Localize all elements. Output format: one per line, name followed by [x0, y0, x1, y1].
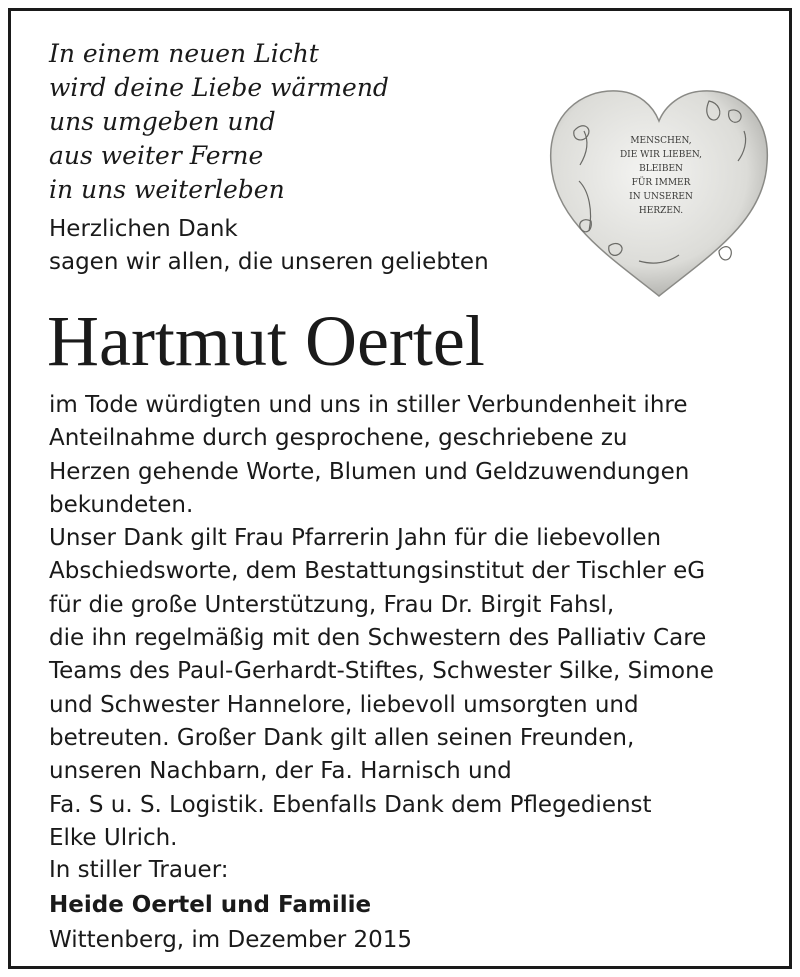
body-line: Teams des Paul-Gerhardt-Stiftes, Schwester Silke, Simone	[49, 658, 714, 685]
obituary-notice	[8, 8, 792, 969]
mourning-text: In stiller Trauer:	[49, 857, 229, 883]
heart-inscription-line: FÜR IMMER	[631, 178, 691, 188]
body-line: betreuten. Großer Dank gilt allen seinen Freunden,	[49, 724, 635, 751]
intro-line: sagen wir allen, die unseren geliebten	[49, 249, 489, 275]
body-line: Herzen gehende Worte, Blumen und Geldzuwendungen	[49, 458, 690, 485]
heart-inscription-line: BLEIBEN	[639, 164, 683, 174]
poem-line: wird deine Liebe wärmend	[49, 73, 389, 102]
poem-line: in uns weiterleben	[49, 175, 285, 204]
body-line: Fa. S u. S. Logistik. Ebenfalls Dank dem Pflegedienst	[49, 791, 652, 818]
place-date: Wittenberg, im Dezember 2015	[49, 927, 413, 953]
body-line: Anteilnahme durch gesprochene, geschriebene zu	[49, 425, 628, 452]
body-line: und Schwester Hannelore, liebevoll umsorgten und	[49, 691, 639, 718]
body-line: für die große Unterstützung, Frau Dr. Birgit Fahsl,	[49, 591, 615, 618]
body-line: Elke Ulrich.	[49, 824, 178, 851]
body-line: die ihn regelmäßig mit den Schwestern des Palliativ Care	[49, 625, 707, 652]
heart-inscription-line: HERZEN.	[638, 206, 684, 216]
poem-line: aus weiter Ferne	[49, 141, 264, 170]
family-signature: Heide Oertel und Familie	[49, 892, 372, 918]
poem-line: uns umgeben und	[49, 107, 276, 136]
stone-heart-image	[539, 71, 779, 309]
closing-block	[49, 853, 412, 958]
poem-line: In einem neuen Licht	[49, 39, 319, 68]
heart-inscription-line: DIE WIR LIEBEN,	[619, 150, 703, 160]
thanks-body	[49, 389, 789, 855]
body-line: Abschiedsworte, dem Bestattungsinstitut der Tischler eG	[49, 558, 706, 585]
heart-inscription-line: MENSCHEN,	[630, 136, 692, 146]
body-line: Unser Dank gilt Frau Pfarrerin Jahn für die liebevollen	[49, 525, 662, 552]
deceased-name: Hartmut Oertel	[47, 301, 485, 381]
body-line: im Tode würdigten und uns in stiller Verbundenheit ihre	[49, 392, 688, 418]
heart-inscription-line: IN UNSEREN	[629, 192, 693, 202]
thanks-intro	[49, 213, 489, 279]
body-line: bekundeten.	[49, 491, 194, 518]
poem	[49, 37, 389, 207]
intro-line: Herzlichen Dank	[49, 216, 238, 242]
body-line: unseren Nachbarn, der Fa. Harnisch und	[49, 758, 512, 785]
